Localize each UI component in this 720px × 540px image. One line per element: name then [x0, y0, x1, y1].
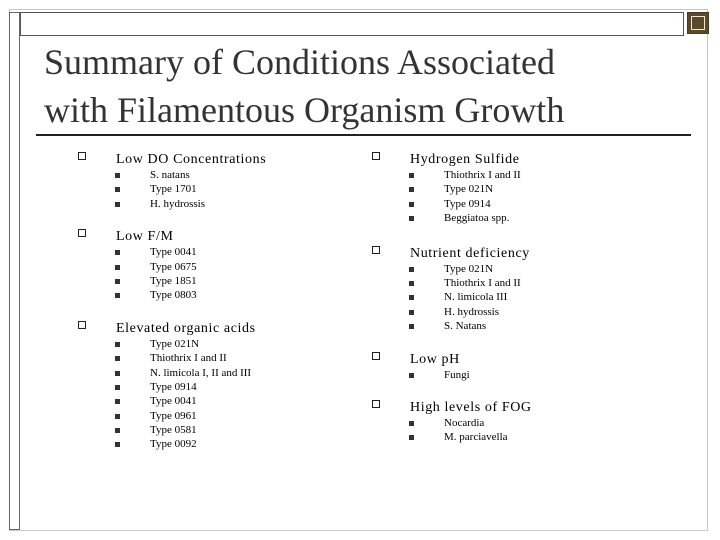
section-heading-text: High levels of FOG	[410, 399, 532, 415]
square-bullet-icon	[372, 352, 380, 360]
item-list	[78, 337, 348, 452]
item-list	[78, 245, 348, 303]
list-item: Type 021N	[372, 182, 692, 196]
bullet-icon	[409, 202, 414, 207]
square-bullet-icon	[372, 246, 380, 254]
bullet-icon	[115, 187, 120, 192]
list-item: Type 0961	[78, 409, 348, 423]
section-low-ph	[372, 344, 692, 382]
bullet-icon	[115, 173, 120, 178]
bullet-icon	[115, 371, 120, 376]
bullet-icon	[115, 428, 120, 433]
list-item: S. Natans	[372, 319, 692, 333]
item-list	[372, 416, 692, 445]
bullet-icon	[115, 250, 120, 255]
list-item: Beggiatoa spp.	[372, 211, 692, 225]
top-decor-bar	[20, 12, 684, 36]
bullet-icon	[409, 324, 414, 329]
list-item: M. parciavella	[372, 430, 692, 444]
title-line-2: with Filamentous Organism Growth	[44, 90, 565, 130]
section-heading	[78, 221, 348, 245]
bullet-icon	[409, 281, 414, 286]
bullet-icon	[115, 414, 120, 419]
slide-title	[44, 38, 684, 134]
section-organic-acids	[78, 313, 348, 452]
item-list	[372, 262, 692, 334]
list-item: Type 1701	[78, 182, 348, 196]
section-heading	[78, 144, 348, 168]
section-heading	[78, 313, 348, 337]
bullet-icon	[409, 421, 414, 426]
section-heading-text: Low DO Concentrations	[116, 152, 267, 167]
list-item: N. limicola III	[372, 290, 692, 304]
square-bullet-icon	[78, 321, 86, 329]
section-heading-text: Elevated organic acids	[116, 320, 256, 336]
square-bullet-icon	[78, 152, 86, 160]
bullet-icon	[409, 310, 414, 315]
bullet-icon	[115, 399, 120, 404]
list-item: Type 0041	[78, 245, 348, 259]
bullet-icon	[409, 267, 414, 272]
list-item: H. hydrossis	[372, 305, 692, 319]
list-item: Nocardia	[372, 416, 692, 430]
list-item: Type 0041	[78, 394, 348, 408]
section-nutrient-deficiency	[372, 238, 692, 334]
item-list	[372, 368, 692, 382]
list-item: Type 0914	[372, 197, 692, 211]
right-column	[372, 140, 692, 445]
section-heading-text: Nutrient deficiency	[410, 245, 530, 261]
section-hydrogen-sulfide	[372, 144, 692, 226]
section-heading	[372, 392, 692, 416]
title-line-1: Summary of Conditions Associated	[44, 42, 555, 82]
list-item: Type 0914	[78, 380, 348, 394]
bullet-icon	[115, 202, 120, 207]
list-item: Type 1851	[78, 274, 348, 288]
list-item: Thiothrix I and II	[372, 168, 692, 182]
item-list	[78, 168, 348, 211]
section-high-fog	[372, 392, 692, 445]
list-item: Type 0675	[78, 260, 348, 274]
list-item: Type 0803	[78, 288, 348, 302]
bullet-icon	[409, 435, 414, 440]
bullet-icon	[409, 295, 414, 300]
bullet-icon	[409, 373, 414, 378]
section-low-do	[78, 144, 348, 211]
bullet-icon	[409, 173, 414, 178]
bullet-icon	[115, 356, 120, 361]
bullet-icon	[115, 442, 120, 447]
list-item: Type 021N	[78, 337, 348, 351]
left-column	[78, 140, 348, 452]
bullet-icon	[115, 385, 120, 390]
item-list	[372, 168, 692, 226]
list-item: Thiothrix I and II	[78, 351, 348, 365]
list-item: Thiothrix I and II	[372, 276, 692, 290]
section-low-fm	[78, 221, 348, 303]
list-item: Type 0581	[78, 423, 348, 437]
bullet-icon	[115, 265, 120, 270]
left-decor-bar	[9, 12, 20, 530]
bullet-icon	[115, 293, 120, 298]
section-heading-text: Low pH	[410, 351, 460, 367]
bullet-icon	[409, 187, 414, 192]
list-item: Type 0092	[78, 437, 348, 451]
list-item: N. limicola I, II and III	[78, 366, 348, 380]
section-heading-text: Hydrogen Sulfide	[410, 152, 520, 167]
square-bullet-icon	[78, 229, 86, 237]
bullet-icon	[409, 216, 414, 221]
section-heading	[372, 144, 692, 168]
list-item: S. natans	[78, 168, 348, 182]
corner-square-icon	[687, 12, 709, 34]
list-item: Fungi	[372, 368, 692, 382]
list-item: Type 021N	[372, 262, 692, 276]
section-heading	[372, 238, 692, 262]
list-item: H. hydrossis	[78, 197, 348, 211]
section-heading-text: Low F/M	[116, 229, 174, 245]
bullet-icon	[115, 279, 120, 284]
section-heading	[372, 344, 692, 368]
title-divider	[36, 134, 691, 136]
square-bullet-icon	[372, 152, 380, 160]
bullet-icon	[115, 342, 120, 347]
square-bullet-icon	[372, 400, 380, 408]
